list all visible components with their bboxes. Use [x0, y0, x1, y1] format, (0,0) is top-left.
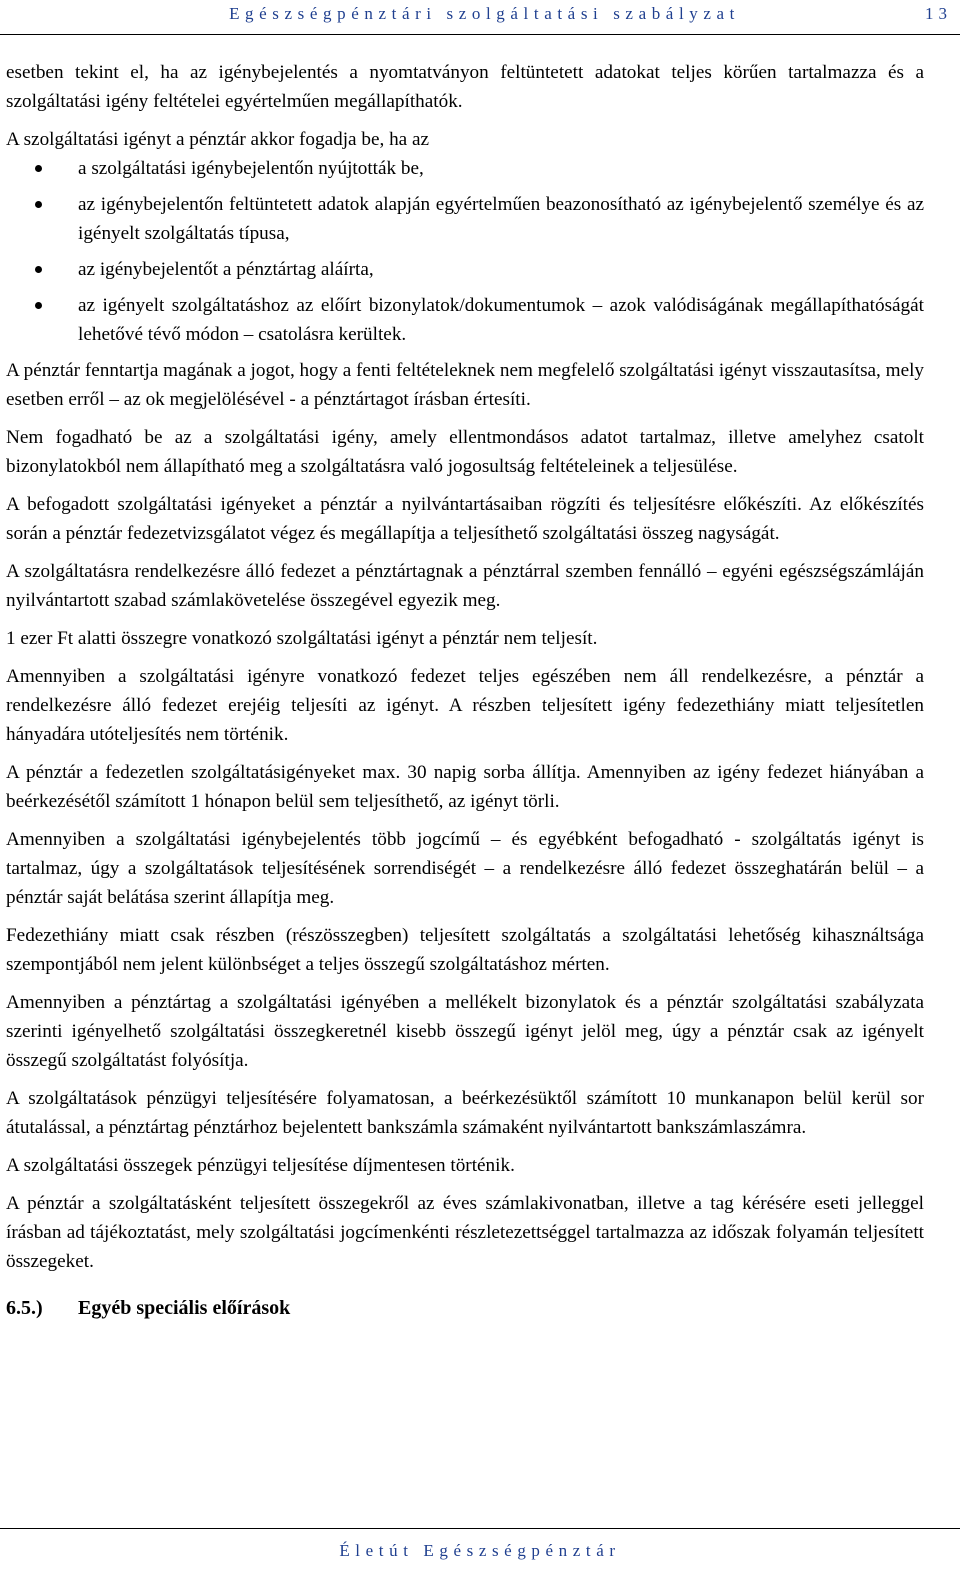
paragraph: A pénztár a fedezetlen szolgáltatásigényeket max. 30 napig sorba állítja. Amennyiben az igény fedezet hiányában a beérkezésétől számított 1 hónapon belül sem teljesíthető, az igényt törli.: [6, 762, 924, 812]
paragraph: esetben tekint el, ha az igénybejelentés a nyomtatványon feltüntetett adatokat teljes körűen tartalmazza és a szolgáltatási igény feltételei egyértelműen megállapíthatók.: [6, 62, 924, 112]
bullet-icon: [35, 302, 42, 309]
document-body: [6, 58, 924, 1323]
list-item-text: az igénybejelentőn feltüntetett adatok alapján egyértelműen beazonosítható az igénybejelentő személye és az igényelt szolgáltatás típusa,: [78, 194, 924, 244]
paragraph: Amennyiben a szolgáltatási igénybejelentés több jogcímű – és egyébként befogadható - szolgáltatás igényt is tartalmaz, úgy a szolgáltatások teljesítésének sorrendiségét – a rendelkezésre álló fedezet összeghatárán belül – a pénztár saját belátása szerint állapítja meg.: [6, 829, 924, 908]
paragraph: A szolgáltatási igényt a pénztár akkor fogadja be, ha az: [6, 129, 430, 150]
condition-list: [6, 154, 924, 349]
paragraph: A szolgáltatások pénzügyi teljesítésére folyamatosan, a beérkezésüktől számított 10 munkanapon belül kerül sor átutalással, a pénztártag pénztárhoz bejelentett bankszámla számaként nyilvántartott bankszámlaszámra.: [6, 1088, 924, 1138]
list-item-text: a szolgáltatási igénybejelentőn nyújtották be,: [78, 158, 424, 179]
list-item-text: az igényelt szolgáltatáshoz az előírt bizonylatok/dokumentumok – azok valódiságának megállapíthatóságát lehetővé tévő módon – csatolásra kerültek.: [78, 295, 924, 345]
list-item: [6, 154, 924, 183]
list-item-text: az igénybejelentőt a pénztártag aláírta,: [78, 259, 374, 280]
paragraph: Amennyiben a pénztártag a szolgáltatási igényében a mellékelt bizonylatok és a pénztár szolgáltatási szabályzata szerinti igényelhető szolgáltatási összegkeretnél kisebb összegű igényt jelöl meg, úgy a pénztár csak az igényelt összegű szolgáltatást folyósítja.: [6, 992, 924, 1071]
bullet-icon: [35, 266, 42, 273]
page-number: 13: [925, 4, 952, 23]
section-heading: [6, 1294, 924, 1323]
list-item: [6, 190, 924, 248]
paragraph: Nem fogadható be az a szolgáltatási igény, amely ellentmondásos adatot tartalmaz, illetve amelyhez csatolt bizonylatokból nem állapítható meg a szolgáltatásra való jogosultság feltételeinek a teljesülése.: [6, 427, 924, 477]
page-header: [0, 0, 960, 35]
section-title: Egyéb speciális előírások: [78, 1297, 291, 1319]
paragraph: A szolgáltatásra rendelkezésre álló fedezet a pénztártagnak a pénztárral szemben fennálló – egyéni egészségszámláján nyilvántartott szabad számlakövetelése összegével egyezik meg.: [6, 561, 924, 611]
paragraph: 1 ezer Ft alatti összegre vonatkozó szolgáltatási igényt a pénztár nem teljesít.: [6, 628, 598, 649]
paragraph: Amennyiben a szolgáltatási igényre vonatkozó fedezet teljes egészében nem áll rendelkezésre, a pénztár a rendelkezésre álló fedezet erejéig teljesíti az igényt. A részben teljesített igény fedezethiány miatt teljesítetlen hányadára utóteljesítés nem történik.: [6, 666, 924, 745]
paragraph: A befogadott szolgáltatási igényeket a pénztár a nyilvántartásaiban rögzíti és teljesítésre előkészíti. Az előkészítés során a pénztár fedezetvizsgálatot végez és megállapítja a teljesíthető szolgáltatási összeg nagyságát.: [6, 494, 924, 544]
paragraph: Fedezethiány miatt csak részben (részösszegben) teljesített szolgáltatás a szolgáltatási lehetőség kihasználtsága szempontjából nem jelent különbséget a teljes összegű szolgáltatáshoz mérten.: [6, 925, 924, 975]
page-footer: [0, 1528, 960, 1577]
paragraph: A pénztár a szolgáltatásként teljesített összegekről az éves számlakivonatban, illetve a tag kérésére eseti jelleggel írásban ad tájékoztatást, mely szolgáltatási jogcímenkénti részletezettséggel tartalmazza az időszak folyamán teljesített összegeket.: [6, 1193, 924, 1272]
bullet-icon: [35, 201, 42, 208]
footer-text: Életút Egészségpénztár: [339, 1541, 621, 1560]
bullet-icon: [35, 165, 42, 172]
list-item: [6, 255, 924, 284]
paragraph: A szolgáltatási összegek pénzügyi teljesítése díjmentesen történik.: [6, 1155, 515, 1176]
header-title: Egészségpénztári szolgáltatási szabályzat: [229, 4, 740, 23]
list-item: [6, 291, 924, 349]
section-number: 6.5.): [6, 1297, 43, 1319]
paragraph: A pénztár fenntartja magának a jogot, hogy a fenti feltételeknek nem megfelelő szolgáltatási igényt visszautasítsa, mely esetben erről – az ok megjelölésével - a pénztártagot írásban értesíti.: [6, 360, 925, 410]
